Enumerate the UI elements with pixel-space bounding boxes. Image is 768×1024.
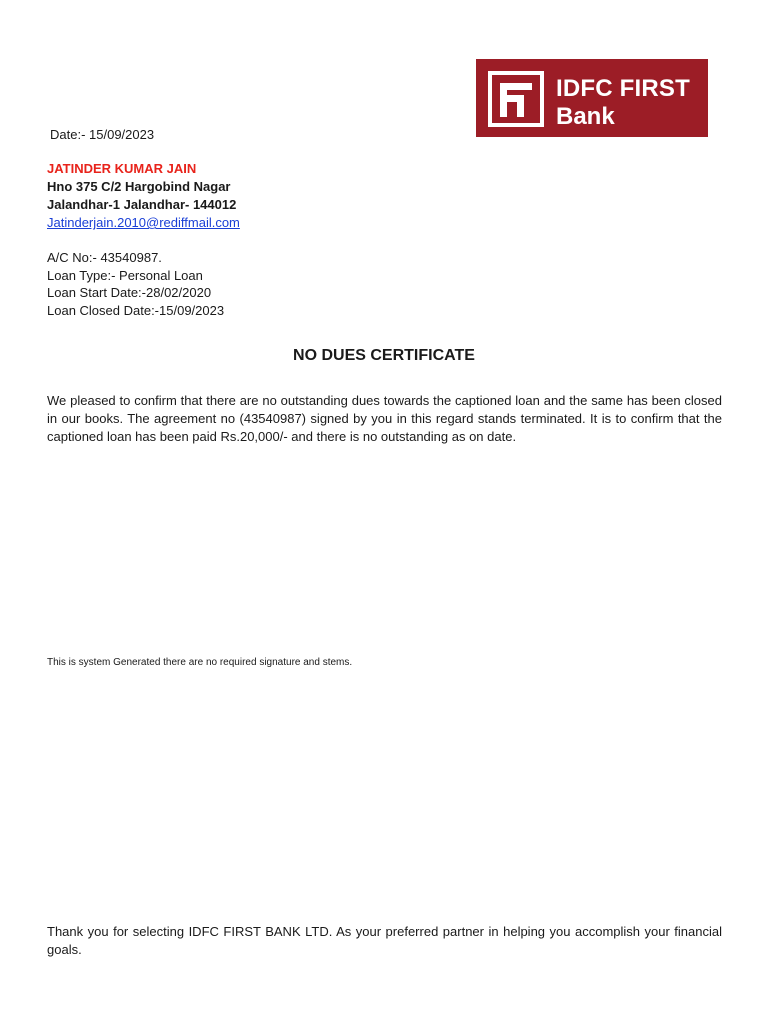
loan-closed-date: Loan Closed Date:-15/09/2023 — [47, 303, 225, 319]
idfc-logo-mark-icon — [488, 71, 544, 127]
address-line-1: Hno 375 C/2 Hargobind Nagar — [47, 179, 231, 194]
logo-text-line2: Bank — [556, 103, 615, 130]
recipient-email-link[interactable]: Jatinderjain.2010@rediffmail.com — [47, 215, 240, 230]
loan-type: Loan Type:- Personal Loan — [47, 267, 203, 283]
account-number: A/C No:- 43540987. — [47, 250, 162, 265]
system-generated-note: This is system Generated there are no required signature and stems. — [47, 657, 353, 668]
recipient-block — [47, 160, 240, 232]
confirmation-paragraph: We pleased to confirm that there are no outstanding dues towards the captioned loan and the same has been closed in our books. The agreement no (43540987) signed by you in this regard stands terminated. It is to confirm that the captioned loan has been paid Rs.20,000/- and there is no outstanding as on date. — [47, 393, 722, 444]
certificate-title: NO DUES CERTIFICATE — [293, 347, 475, 364]
letter-date: Date:- 15/09/2023 — [50, 127, 155, 142]
recipient-name: JATINDER KUMAR JAIN — [47, 161, 197, 176]
logo-text-line1: IDFC FIRST — [556, 75, 690, 102]
loan-details — [47, 249, 224, 320]
bank-logo — [476, 59, 708, 137]
closing-paragraph: Thank you for selecting IDFC FIRST BANK LTD. As your preferred partner in helping you accomplish your financial goals. — [47, 924, 722, 957]
loan-start-date: Loan Start Date:-28/02/2020 — [47, 285, 212, 301]
address-line-2: Jalandhar-1 Jalandhar- 144012 — [47, 197, 237, 212]
